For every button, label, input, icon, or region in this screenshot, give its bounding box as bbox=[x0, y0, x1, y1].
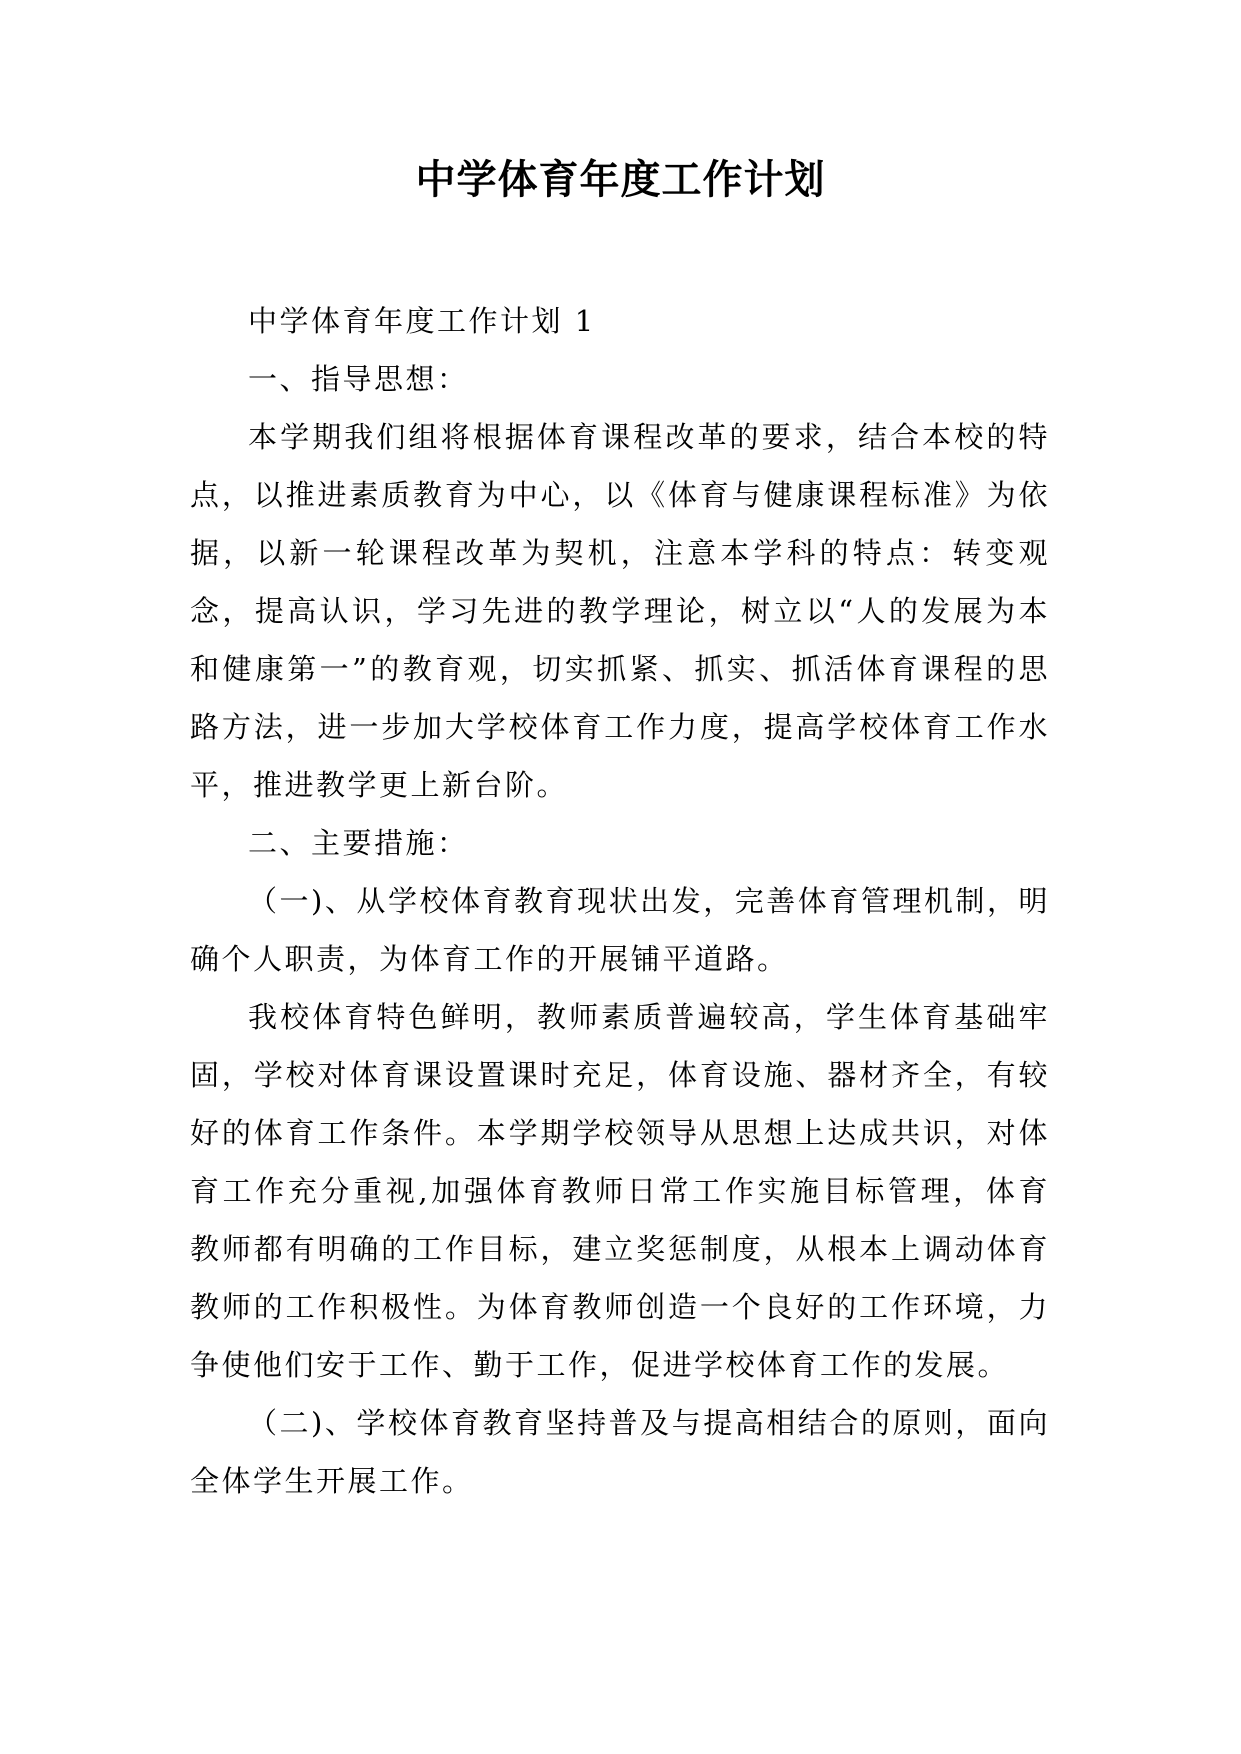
body-paragraph: 我校体育特色鲜明，教师素质普遍较高，学生体育基础牢固，学校对体育课设置课时充足，体育设施、器材齐全，有较好的体育工作条件。本学期学校领导从思想上达成共识，对体育工作充分重视,加强体育教师日常工作实施目标管理，体育教师都有明确的工作目标，建立奖惩制度，从根本上调动体育教师的工作积极性。为体育教师创造一个良好的工作环境，力争使他们安于工作、勤于工作，促进学校体育工作的发展。 bbox=[190, 1000, 1050, 1382]
section-heading-main-measures: 二、主要措施： bbox=[248, 826, 469, 860]
subsection-heading-1: （一)、从学校体育教育现状出发，完善体育管理机制，明确个人职责，为体育工作的开展铺平道路。 bbox=[190, 884, 1050, 976]
subsection-heading-2: （二)、学校体育教育坚持普及与提高相结合的原则，面向全体学生开展工作。 bbox=[190, 1406, 1050, 1498]
subtitle-paragraph: 中学体育年度工作计划 1 bbox=[248, 304, 596, 338]
body-paragraph: 本学期我们组将根据体育课程改革的要求，结合本校的特点，以推进素质教育为中心，以《体育与健康课程标准》为依据，以新一轮课程改革为契机，注意本学科的特点：转变观念，提高认识，学习先进的教学理论，树立以“人的发展为本和健康第一”的教育观，切实抓紧、抓实、抓活体育课程的思路方法，进一步加大学校体育工作力度，提高学校体育工作水平，推进教学更上新台阶。 bbox=[190, 420, 1050, 802]
section-heading-guiding-ideology: 一、指导思想： bbox=[248, 362, 469, 396]
document-title: 中学体育年度工作计划 bbox=[415, 157, 826, 203]
document-body bbox=[190, 292, 1050, 1510]
